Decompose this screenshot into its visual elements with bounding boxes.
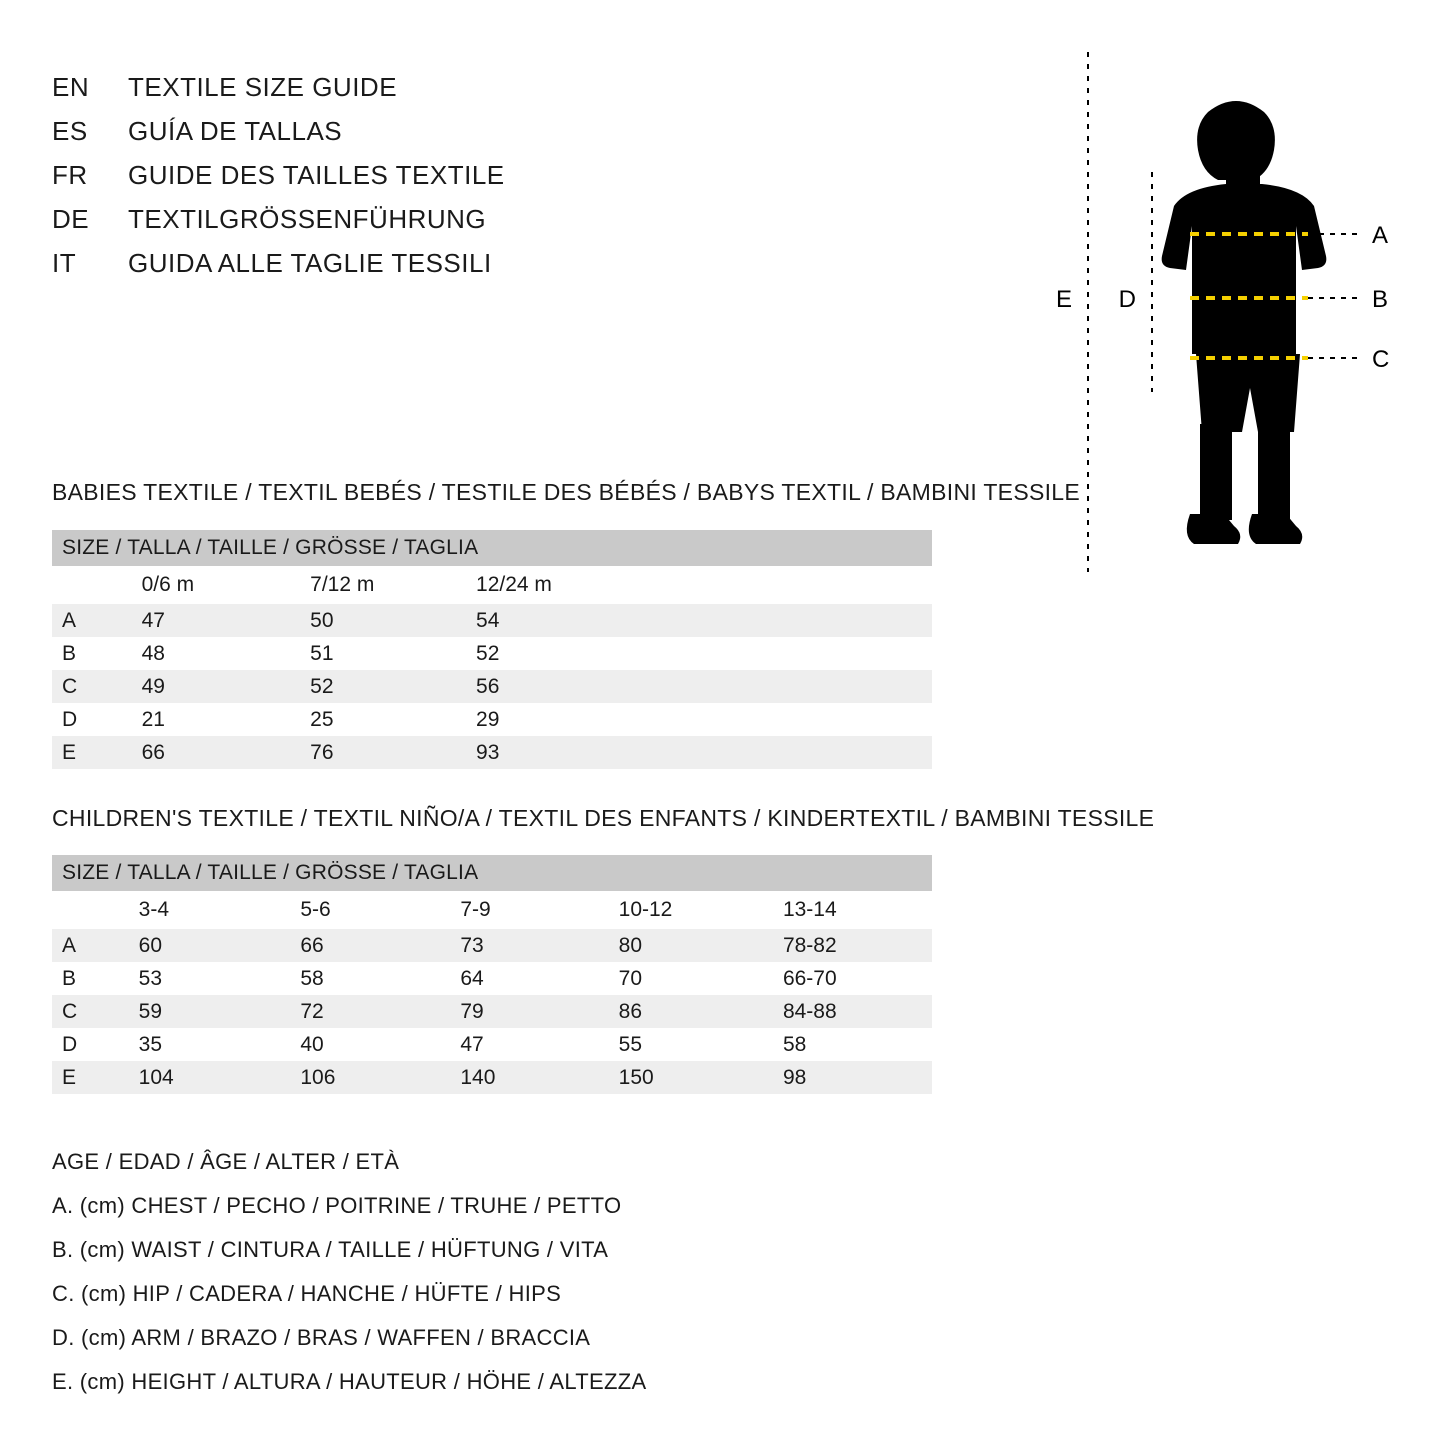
table-row	[52, 637, 932, 670]
title-lang-it: IT	[52, 248, 77, 278]
babies-col-0: 0/6 m	[124, 566, 293, 604]
legend-height: E. (cm) HEIGHT / ALTURA / HAUTEUR / HÖHE / ALTEZZA	[52, 1369, 647, 1394]
babies-cell: 47	[124, 604, 293, 637]
legend-chest: A. (cm) CHEST / PECHO / POITRINE / TRUHE / PETTO	[52, 1193, 622, 1218]
table-row	[52, 670, 932, 703]
children-row-label-b: B	[52, 962, 121, 995]
figure-label-d: D	[1118, 286, 1136, 313]
table-row	[52, 604, 932, 637]
table-band-row	[52, 530, 932, 566]
table-column-header-row	[52, 566, 932, 604]
title-lang-es: ES	[52, 116, 88, 146]
title-lang-fr: FR	[52, 160, 88, 190]
children-cell: 35	[121, 1028, 283, 1061]
babies-cell: 21	[124, 703, 293, 736]
babies-col-empty	[627, 566, 932, 604]
babies-cell: 66	[124, 736, 293, 769]
babies-cell: 52	[458, 637, 627, 670]
children-band-label: SIZE / TALLA / TAILLE / GRÖSSE / TAGLIA	[52, 855, 932, 891]
legend-block	[52, 1140, 952, 1404]
babies-row-label-b: B	[52, 637, 124, 670]
children-col-3: 10-12	[601, 891, 765, 929]
figure-label-c: C	[1372, 346, 1390, 373]
babies-cell: 76	[292, 736, 458, 769]
babies-row-label-c: C	[52, 670, 124, 703]
table-column-header-row	[52, 891, 932, 929]
children-cell: 80	[601, 929, 765, 962]
children-cell: 73	[442, 929, 600, 962]
children-cell: 84-88	[765, 995, 932, 1028]
children-col-4: 13-14	[765, 891, 932, 929]
title-text-de: TEXTILGRÖSSENFÜHRUNG	[128, 204, 487, 234]
table-band-row	[52, 855, 932, 891]
title-row	[52, 72, 752, 116]
children-cell: 47	[442, 1028, 600, 1061]
babies-row-label-e: E	[52, 736, 124, 769]
title-block	[52, 72, 752, 292]
legend-age: AGE / EDAD / ÂGE / ALTER / ETÀ	[52, 1149, 400, 1174]
children-cell: 59	[121, 995, 283, 1028]
children-cell: 53	[121, 962, 283, 995]
children-cell: 86	[601, 995, 765, 1028]
babies-cell: 54	[458, 604, 627, 637]
babies-cell: 52	[292, 670, 458, 703]
table-row	[52, 703, 932, 736]
children-cell: 64	[442, 962, 600, 995]
children-cell: 70	[601, 962, 765, 995]
children-cell: 58	[765, 1028, 932, 1061]
children-cell: 60	[121, 929, 283, 962]
children-row-label-c: C	[52, 995, 121, 1028]
children-cell: 40	[282, 1028, 442, 1061]
legend-arm: D. (cm) ARM / BRAZO / BRAS / WAFFEN / BRACCIA	[52, 1325, 591, 1350]
children-cell: 150	[601, 1061, 765, 1094]
title-lang-de: DE	[52, 204, 90, 234]
children-cell: 79	[442, 995, 600, 1028]
babies-section-heading: BABIES TEXTILE / TEXTIL BEBÉS / TESTILE DES BÉBÉS / BABYS TEXTIL / BAMBINI TESSILE	[52, 479, 1081, 505]
title-lang-en: EN	[52, 72, 90, 102]
children-size-table	[52, 855, 932, 1094]
table-row	[52, 1028, 932, 1061]
title-text-fr: GUIDE DES TAILLES TEXTILE	[128, 160, 505, 190]
babies-cell-empty	[627, 736, 932, 769]
babies-cell: 50	[292, 604, 458, 637]
measurement-figure	[1040, 52, 1420, 572]
table-row	[52, 962, 932, 995]
babies-cell: 25	[292, 703, 458, 736]
babies-cell: 29	[458, 703, 627, 736]
children-cell: 104	[121, 1061, 283, 1094]
babies-cell: 48	[124, 637, 293, 670]
figure-label-e: E	[1055, 286, 1072, 313]
babies-cell-empty	[627, 670, 932, 703]
babies-row-label-a: A	[52, 604, 124, 637]
babies-cell: 51	[292, 637, 458, 670]
babies-cell: 93	[458, 736, 627, 769]
title-row	[52, 204, 752, 248]
title-row	[52, 248, 752, 292]
legend-waist: B. (cm) WAIST / CINTURA / TAILLE / HÜFTUNG / VITA	[52, 1237, 609, 1262]
babies-cell-empty	[627, 637, 932, 670]
children-row-label-e: E	[52, 1061, 121, 1094]
figure-label-a: A	[1372, 222, 1389, 249]
children-row-label-d: D	[52, 1028, 121, 1061]
children-row-label-a: A	[52, 929, 121, 962]
children-section-heading: CHILDREN'S TEXTILE / TEXTIL NIÑO/A / TEXTIL DES ENFANTS / KINDERTEXTIL / BAMBINI TESSILE	[52, 805, 1155, 831]
children-cell: 55	[601, 1028, 765, 1061]
corner-cell	[52, 566, 124, 604]
children-cell: 72	[282, 995, 442, 1028]
babies-col-2: 12/24 m	[458, 566, 627, 604]
table-row	[52, 736, 932, 769]
children-col-2: 7-9	[442, 891, 600, 929]
table-row	[52, 929, 932, 962]
children-cell: 66-70	[765, 962, 932, 995]
title-text-it: GUIDA ALLE TAGLIE TESSILI	[128, 248, 492, 278]
child-silhouette-diagram	[1040, 52, 1420, 572]
children-cell: 140	[442, 1061, 600, 1094]
children-cell: 106	[282, 1061, 442, 1094]
table-row	[52, 995, 932, 1028]
children-cell: 66	[282, 929, 442, 962]
babies-size-table	[52, 530, 932, 769]
silhouette-shape	[1162, 101, 1327, 544]
babies-cell: 56	[458, 670, 627, 703]
babies-col-1: 7/12 m	[292, 566, 458, 604]
title-row	[52, 160, 752, 204]
children-cell: 98	[765, 1061, 932, 1094]
corner-cell	[52, 891, 121, 929]
babies-cell-empty	[627, 703, 932, 736]
title-text-es: GUÍA DE TALLAS	[128, 116, 343, 146]
title-text-en: TEXTILE SIZE GUIDE	[128, 72, 398, 102]
legend-hip: C. (cm) HIP / CADERA / HANCHE / HÜFTE / HIPS	[52, 1281, 562, 1306]
children-col-0: 3-4	[121, 891, 283, 929]
babies-row-label-d: D	[52, 703, 124, 736]
title-row	[52, 116, 752, 160]
table-row	[52, 1061, 932, 1094]
children-cell: 78-82	[765, 929, 932, 962]
figure-label-b: B	[1372, 286, 1389, 313]
babies-band-label: SIZE / TALLA / TAILLE / GRÖSSE / TAGLIA	[52, 530, 932, 566]
children-col-1: 5-6	[282, 891, 442, 929]
babies-cell: 49	[124, 670, 293, 703]
children-cell: 58	[282, 962, 442, 995]
babies-cell-empty	[627, 604, 932, 637]
